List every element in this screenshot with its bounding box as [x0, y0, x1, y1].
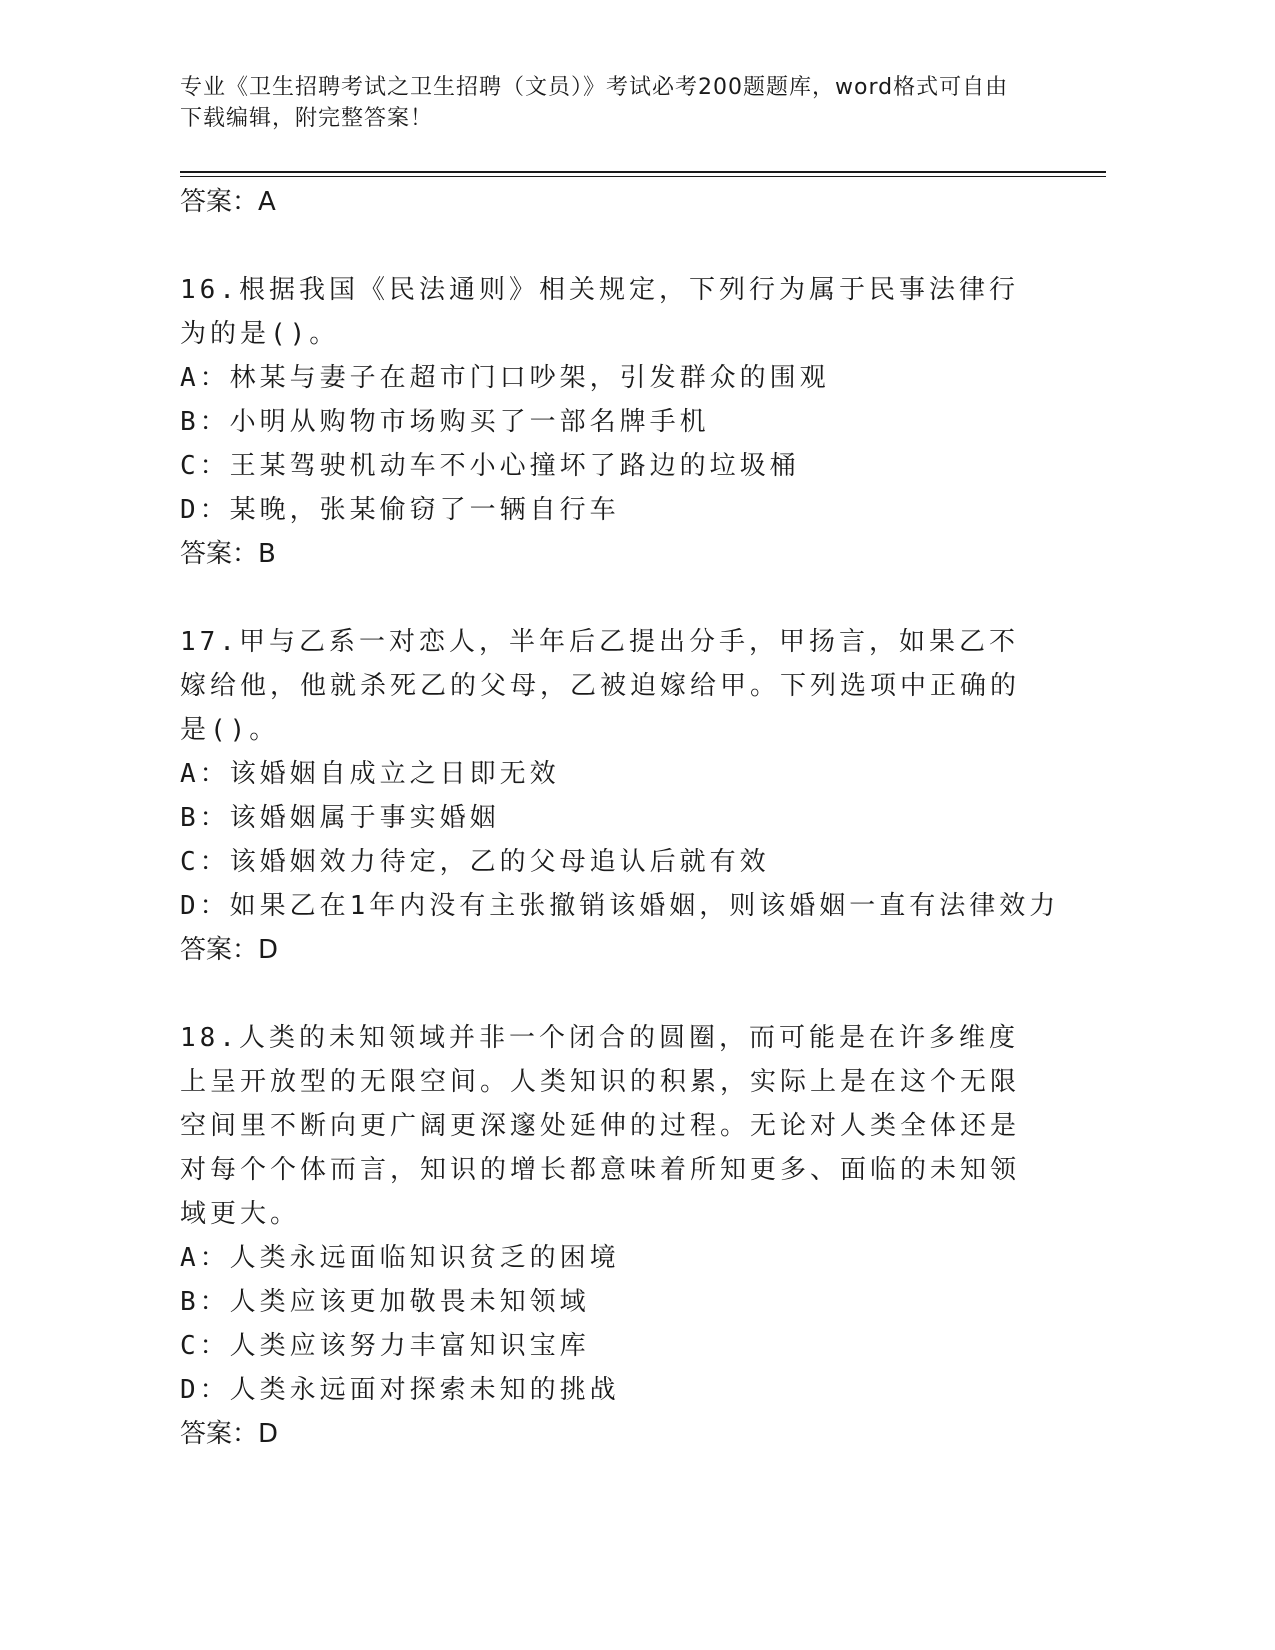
header-rule-thin — [180, 176, 1106, 177]
question-stem: 18.人类的未知领域并非一个闭合的圆圈，而可能是在许多维度上呈开放型的无限空间。人类知识的积累，实际上是在这个无限空间里不断向更广阔更深邃处延伸的过程。无论对人类全体还是对每个个体而言，知识的增长都意味着所知更多、面临的未知领域更大。 — [180, 1023, 1021, 1229]
question-17 — [180, 620, 1060, 972]
question-18 — [180, 1016, 1040, 1456]
answer-line: 答案：B — [180, 539, 276, 569]
option-a: A：林某与妻子在超市门口吵架，引发群众的围观 — [180, 363, 830, 393]
option-d: D：人类永远面对探索未知的挑战 — [180, 1375, 620, 1405]
option-b: B：小明从购物市场购买了一部名牌手机 — [180, 407, 710, 437]
document-body — [180, 180, 1060, 1456]
option-c: C：王某驾驶机动车不小心撞坏了路边的垃圾桶 — [180, 451, 800, 481]
question-stem: 16.根据我国《民法通则》相关规定，下列行为属于民事法律行为的是()。 — [180, 275, 1019, 349]
question-stem: 17.甲与乙系一对恋人，半年后乙提出分手，甲扬言，如果乙不嫁给他，他就杀死乙的父母，乙被迫嫁给甲。下列选项中正确的是()。 — [180, 627, 1021, 745]
option-a: A：该婚姻自成立之日即无效 — [180, 759, 560, 789]
question-16 — [180, 268, 1040, 576]
answer-line: 答案：D — [180, 935, 279, 965]
previous-answer: 答案：A — [180, 187, 276, 217]
option-d: D：如果乙在1年内没有主张撤销该婚姻，则该婚姻一直有法律效力 — [180, 891, 1060, 921]
option-c: C：人类应该努力丰富知识宝库 — [180, 1331, 590, 1361]
answer-line: 答案：D — [180, 1419, 279, 1449]
document-header: 专业《卫生招聘考试之卫生招聘（文员）》考试必考200题题库，word格式可自由下载编辑，附完整答案！ — [180, 75, 1009, 131]
option-a: A：人类永远面临知识贫乏的困境 — [180, 1243, 620, 1273]
option-b: B：该婚姻属于事实婚姻 — [180, 803, 500, 833]
option-d: D：某晚，张某偷窃了一辆自行车 — [180, 495, 620, 525]
option-c: C：该婚姻效力待定，乙的父母追认后就有效 — [180, 847, 770, 877]
option-b: B：人类应该更加敬畏未知领域 — [180, 1287, 590, 1317]
header-rule-thick — [180, 171, 1106, 173]
